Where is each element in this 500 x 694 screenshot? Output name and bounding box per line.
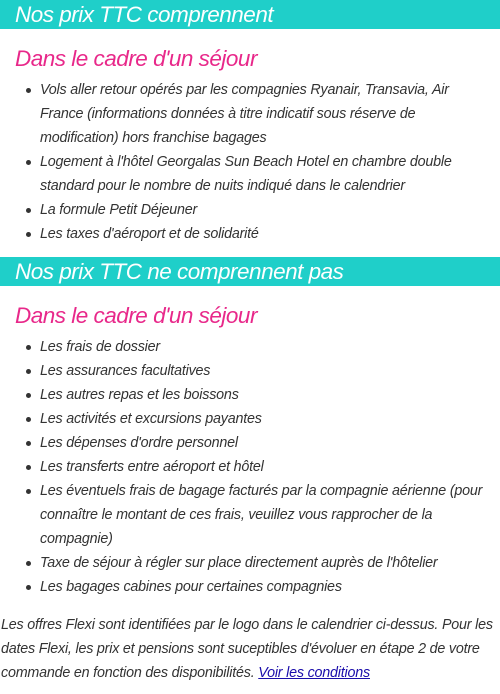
list-item-text: Les taxes d'aéroport et de solidarité [40, 226, 259, 242]
bullet-icon [26, 417, 31, 422]
list-item [40, 431, 488, 455]
conditions-link[interactable]: Voir les conditions [258, 665, 370, 681]
list-item [40, 551, 488, 575]
list-item [40, 335, 488, 359]
bullet-icon [26, 345, 31, 350]
list-item-text: Les autres repas et les boissons [40, 387, 239, 403]
excluded-title: Nos prix TTC ne comprennent pas [0, 257, 500, 286]
included-section [0, 0, 500, 246]
bullet-icon [26, 232, 31, 237]
bullet-icon [26, 585, 31, 590]
list-item [40, 222, 488, 246]
excluded-list [0, 335, 488, 599]
list-item [40, 359, 488, 383]
bullet-icon [26, 88, 31, 93]
list-item-text: La formule Petit Déjeuner [40, 202, 198, 218]
bullet-icon [26, 465, 31, 470]
list-item-text: Logement à l'hôtel Georgalas Sun Beach Hotel en chambre double standard pour le nombre de nuits indiqué dans le calendrier [40, 154, 452, 194]
excluded-section [0, 257, 500, 599]
list-item [40, 150, 488, 198]
list-item [40, 78, 488, 150]
list-item-text: Les dépenses d'ordre personnel [40, 435, 238, 451]
list-item [40, 455, 488, 479]
excluded-subtitle: Dans le cadre d'un séjour [15, 303, 257, 328]
bullet-icon [26, 393, 31, 398]
list-item [40, 383, 488, 407]
list-item [40, 198, 488, 222]
bullet-icon [26, 561, 31, 566]
included-list [0, 78, 488, 246]
list-item-text: Les activités et excursions payantes [40, 411, 262, 427]
bullet-icon [26, 369, 31, 374]
list-item-text: Les transferts entre aéroport et hôtel [40, 459, 264, 475]
list-item-text: Taxe de séjour à régler sur place directement auprès de l'hôtelier [40, 555, 438, 571]
list-item-text: Les bagages cabines pour certaines compagnies [40, 579, 342, 595]
bullet-icon [26, 441, 31, 446]
included-subtitle: Dans le cadre d'un séjour [15, 46, 257, 71]
flexi-footnote [0, 613, 499, 685]
footnote-text: Les offres Flexi sont identifiées par le logo dans le calendrier ci-dessus. Pour les dates Flexi, les prix et pensions sont suceptibles d'évoluer en étape 2 de votre commande en fonction des disponibilités. [1, 617, 493, 681]
list-item-text: Les éventuels frais de bagage facturés par la compagnie aérienne (pour connaître le montant de ces frais, veuillez vous rapprocher de la compagnie) [40, 483, 483, 547]
list-item [40, 575, 488, 599]
list-item-text: Les frais de dossier [40, 339, 160, 355]
bullet-icon [26, 160, 31, 165]
list-item [40, 479, 488, 551]
list-item-text: Vols aller retour opérés par les compagnies Ryanair, Transavia, Air France (informations données à titre indicatif sous réserve de modification) hors franchise bagages [40, 82, 449, 146]
list-item [40, 407, 488, 431]
included-title: Nos prix TTC comprennent [0, 0, 500, 29]
bullet-icon [26, 489, 31, 494]
list-item-text: Les assurances facultatives [40, 363, 211, 379]
bullet-icon [26, 208, 31, 213]
